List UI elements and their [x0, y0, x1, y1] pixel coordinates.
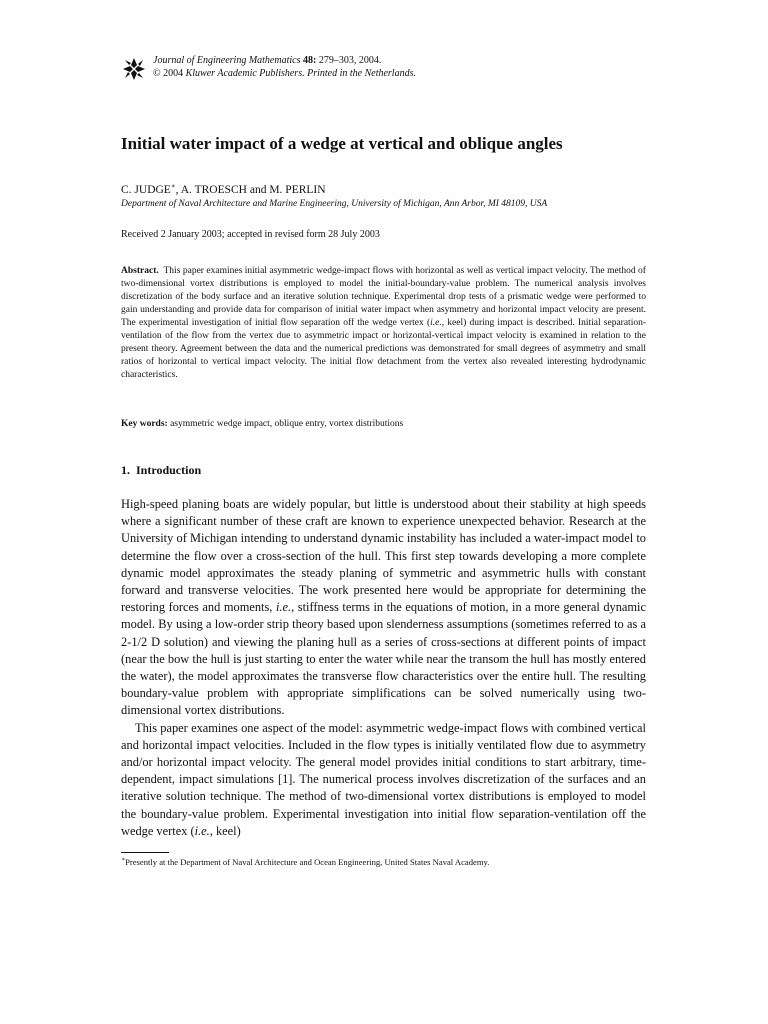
author-first: C. JUDGE	[121, 183, 171, 196]
paragraph-1	[121, 496, 646, 720]
copyright-line	[153, 67, 416, 80]
copyright-symbol: ©	[153, 68, 161, 79]
abstract	[121, 265, 646, 382]
paragraph-2	[121, 720, 646, 840]
paragraph-1-ie: i.e.	[275, 600, 292, 615]
journal-citation	[153, 54, 416, 80]
journal-pages-year: 279–303, 2004.	[318, 55, 382, 66]
abstract-ie: i.e.	[430, 318, 442, 328]
footnote-divider	[121, 852, 169, 853]
paragraph-2-part-b: , keel)	[209, 823, 241, 838]
publisher-name: Kluwer Academic Publishers.	[185, 68, 305, 79]
abstract-label: Abstract.	[121, 266, 159, 276]
abstract-text-a: This paper examines initial asymmetric wedge-impact flows with horizontal as well as vertical impact velocity. The method of two-dimensional vortex distributions is employed to model the initial-boundary-value problem. The numerical analysis involves discretization of the body surface and an iterative solution technique. Experimental drop tests of a prismatic wedge were performed to gain understanding and provide data for comparison of initial water impact when asymmetry and horizontal impact velocity are present. The experimental investigation of initial flow separation off the wedge vertex (	[121, 266, 646, 328]
footnote	[121, 856, 489, 867]
journal-line	[153, 54, 416, 67]
paper-title: Initial water impact of a wedge at vertical and oblique angles	[121, 134, 563, 153]
copyright-year: 2004	[163, 68, 184, 79]
author-list	[121, 182, 326, 196]
section-heading	[121, 463, 201, 478]
footnote-mark: ∗	[121, 857, 126, 863]
author-affiliation: Department of Naval Architecture and Marine Engineering, University of Michigan, Ann Arbor, MI 48109, USA	[121, 199, 548, 209]
footnote-text: Presently at the Department of Naval Architecture and Ocean Engineering, United States Naval Academy.	[125, 856, 490, 867]
section-number: 1.	[121, 463, 130, 477]
section-title: Introduction	[136, 463, 202, 477]
journal-name: Journal of Engineering Mathematics	[153, 55, 301, 66]
paragraph-1-part-b: , stiffness terms in the equations of motion, in a more general dynamic model. By using a low-order strip theory based upon slenderness assumptions (sometimes referred to as a 2-1/2 D solution) and viewing the planing hull as a series of cross-sections at different points of impact (near the bow the hull is just starting to enter the water while near the transom the hull has mostly entered the water), the model approximates the transverse flow characteristics over the entire hull. The resulting boundary-value problem with appropriate simplifications can be solved numerically using two-dimensional vortex distributions.	[121, 600, 646, 718]
paragraph-2-part-a: This paper examines one aspect of the model: asymmetric wedge-impact flows with combined vertical and horizontal impact velocities. Included in the flow types is initially ventilated flow due to asymmetry and/or horizontal impact velocity. The general model provides initial conditions to start arbitrary, time-dependent, impact simulations [1]. The numerical process involves discretization of the surfaces and an iterative solution technique. The method of two-dimensional vortex distributions is employed to model the boundary-value problem. Experimental investigation into initial flow separation-ventilation off the wedge vertex (	[121, 720, 646, 838]
paragraph-2-ie: i.e.	[194, 823, 210, 838]
printed-location: Printed in the Netherlands.	[307, 68, 416, 79]
abstract-text-b: , keel) during impact is described. Initial separation-ventilation of the flow from the vertex due to asymmetric impact or horizontal-vertical impact velocity is examined in relation to the present theory. Agreement between the data and the numerical predictions was demonstrated for small degrees of asymmetry and small ratios of horizontal to vertical impact velocity. The initial flow detachment from the vertex also revealed interesting hydrodynamic characteristics.	[121, 318, 646, 380]
keywords-label: Key words:	[121, 419, 168, 429]
journal-header	[121, 54, 681, 84]
author-footnote-mark: ∗	[170, 182, 176, 190]
keywords	[121, 419, 403, 429]
publisher-logo-icon	[121, 56, 147, 82]
body-text	[121, 496, 646, 840]
paragraph-1-part-a: High-speed planing boats are widely popular, but little is understood about their stability at high speeds where a significant number of these craft are known to experience unexpected behavior. Research at the University of Michigan intending to understand dynamic instability has included a water-impact model to determine the flow over a cross-section of the hull. This first step towards developing a more complete dynamic model approximates the steady planing of symmetric and asymmetric hulls with constant forward and transverse velocities. The work presented here would be appropriate for determining the restoring forces and moments,	[121, 497, 646, 615]
journal-volume: 48:	[302, 55, 317, 66]
author-rest: , A. TROESCH and M. PERLIN	[175, 183, 326, 196]
keywords-text: asymmetric wedge impact, oblique entry, vortex distributions	[170, 419, 404, 429]
received-date: Received 2 January 2003; accepted in revised form 28 July 2003	[121, 229, 380, 240]
